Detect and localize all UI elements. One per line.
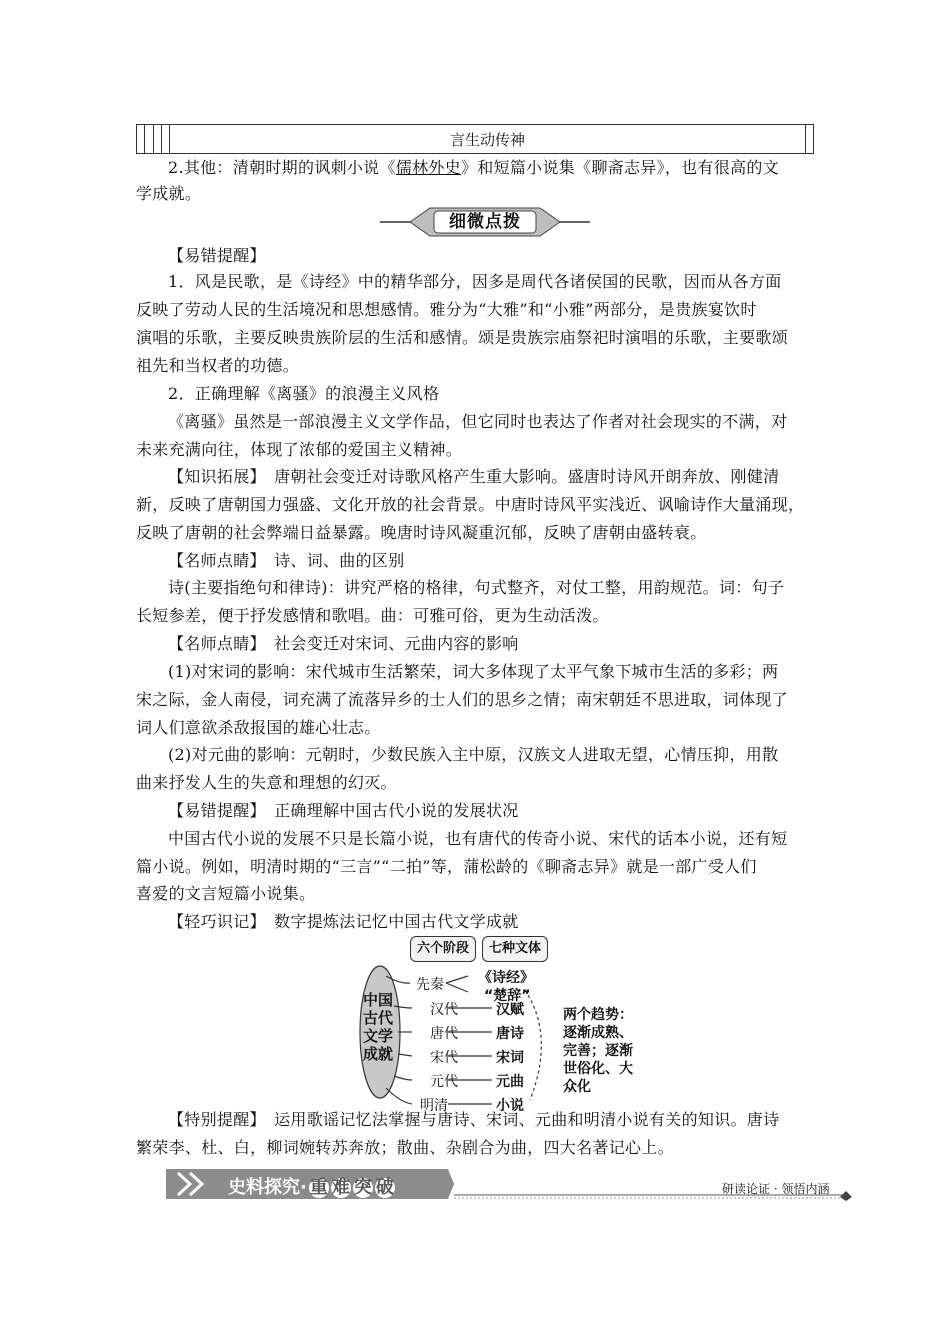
table-cell	[805, 125, 813, 154]
text-line: 【知识拓展】 唐朝社会变迁对诗歌风格产生重大影响。盛唐时诗风开朗奔放、刚健清	[168, 467, 780, 486]
banner-title: 细微点拨	[449, 212, 521, 232]
text-line: 反映了唐朝的社会弊端日益暴露。晚唐时诗风凝重沉郁，反映了唐朝由盛转衰。	[136, 523, 707, 542]
footer-title-char: 难	[331, 1177, 350, 1198]
text-line: 【轻巧识记】 数字提炼法记忆中国古代文学成就	[168, 912, 519, 931]
continuation-table	[136, 124, 814, 154]
text-segment: 》和短篇小说集《聊斋志异》，也有很高的文	[460, 158, 779, 177]
footer-title-main: 史料探究	[228, 1177, 300, 1198]
other-paragraph-line2: 学成就。	[136, 184, 202, 203]
text-line: 篇小说。例如，明清时期的“三言”“二拍”等，蒲松龄的《聊斋志异》就是一部广受人们	[136, 857, 757, 876]
text-line: 反映了劳动人民的生活境况和思想感情。雅分为“大雅”和“小雅”两部分，是贵族宴饮时	[136, 300, 757, 319]
footer-title-char: 突	[353, 1177, 372, 1198]
diagram-center-label: 中国古代文学成就	[362, 991, 393, 1063]
period-label: 元代	[430, 1074, 458, 1090]
footer-title-char: 重	[309, 1177, 328, 1198]
text-line: 未来充满向往，体现了浓郁的爱国主义精神。	[136, 440, 463, 459]
footer-title-char: 破	[375, 1177, 394, 1198]
period-label: 汉代	[430, 1002, 458, 1018]
text-line: 【易错提醒】	[168, 246, 266, 265]
genre-label: 元曲	[496, 1074, 524, 1090]
text-line: 【名师点睛】 诗、词、曲的区别	[168, 551, 405, 570]
text-line: 祖先和当权者的功德。	[136, 356, 300, 375]
text-line: 1．风是民歌，是《诗经》中的精华部分，因多是周代各诸侯国的民歌，因而从各方面	[168, 272, 782, 291]
table-cell	[145, 125, 153, 154]
trend-label: 两个趋势：逐渐成熟、完善；逐渐世俗化、大众化	[563, 1007, 633, 1095]
table-row	[137, 125, 814, 154]
text-line: 新，反映了唐朝国力强盛、文化开放的社会背景。中唐时诗风平实浅近、讽喻诗作大量涌现，	[136, 495, 805, 514]
table-cell	[137, 125, 145, 154]
text-line: 《离骚》虽然是一部浪漫主义文学作品，但它同时也表达了作者对社会现实的不满，对	[168, 412, 788, 431]
genre-label: 汉赋	[496, 1002, 524, 1018]
text-line: (2)对元曲的影响：元朝时，少数民族入主中原，汉族文人进取无望，心情压抑，用散	[168, 745, 779, 764]
text-segment: 2.其他：清朝时期的讽刺小说《	[168, 158, 396, 177]
book-title-link[interactable]: 儒林外史	[395, 158, 461, 177]
text-line: 词人们意欲杀敌报国的雄心壮志。	[136, 718, 381, 737]
tag-seven-genres: 七种文体	[482, 936, 548, 962]
text-line: 诗(主要指绝句和律诗)：讲究严格的格律，句式整齐，对仗工整，用韵规范。词：句子	[168, 578, 785, 597]
footer-subtitle: 研读论证 · 领悟内涵	[722, 1182, 830, 1196]
genre-label: 宋词	[496, 1050, 524, 1066]
period-label: 明清	[420, 1098, 448, 1114]
table-cell	[153, 125, 161, 154]
other-paragraph-line1	[168, 158, 779, 178]
period-label: 先秦	[416, 977, 444, 993]
period-label: 宋代	[430, 1050, 458, 1066]
text-line: 喜爱的文言短篇小说集。	[136, 884, 316, 903]
text-line: 繁荣李、杜、白，柳词婉转苏奔放；散曲、杂剧合为曲，四大名著记心上。	[136, 1138, 674, 1157]
text-line: 曲来抒发人生的失意和理想的幻灭。	[136, 773, 397, 792]
text-line: 长短参差，便于抒发感情和歌唱。曲：可雅可俗，更为生动活泼。	[136, 606, 609, 625]
text-line: 2．正确理解《离骚》的浪漫主义风格	[168, 384, 440, 403]
tag-six-stages: 六个阶段	[410, 936, 476, 962]
genre-label: 《诗经》	[478, 970, 534, 986]
table-cell: 言生动传神	[170, 125, 805, 154]
table-cell	[162, 125, 170, 154]
footer-title-dot: ·	[300, 1177, 307, 1198]
period-label: 唐代	[430, 1026, 458, 1042]
text-line: 【名师点睛】 社会变迁对宋词、元曲内容的影响	[168, 634, 519, 653]
section-banner	[380, 204, 590, 240]
text-line: (1)对宋词的影响：宋代城市生活繁荣，词大多体现了太平气象下城市生活的多彩；两	[168, 662, 779, 681]
text-line: 中国古代小说的发展不只是长篇小说，也有唐代的传奇小说、宋代的话本小说，还有短	[168, 829, 788, 848]
footer-title	[228, 1173, 395, 1199]
text-line: 演唱的乐歌，主要反映贵族阶层的生活和感情。颂是贵族宗庙祭祀时演唱的乐歌，主要歌颂	[136, 328, 789, 347]
text-line: 宋之际，金人南侵，词充满了流落异乡的士人们的思乡之情；南宋朝廷不思进取，词体现了	[136, 690, 789, 709]
genre-label: 小说	[496, 1098, 524, 1114]
text-line: 【特别提醒】 运用歌谣记忆法掌握与唐诗、宋词、元曲和明清小说有关的知识。唐诗	[168, 1110, 780, 1129]
text-line: 【易错提醒】 正确理解中国古代小说的发展状况	[168, 801, 519, 820]
genre-label: 唐诗	[496, 1026, 524, 1042]
genre-label: “楚辞”	[484, 988, 531, 1004]
